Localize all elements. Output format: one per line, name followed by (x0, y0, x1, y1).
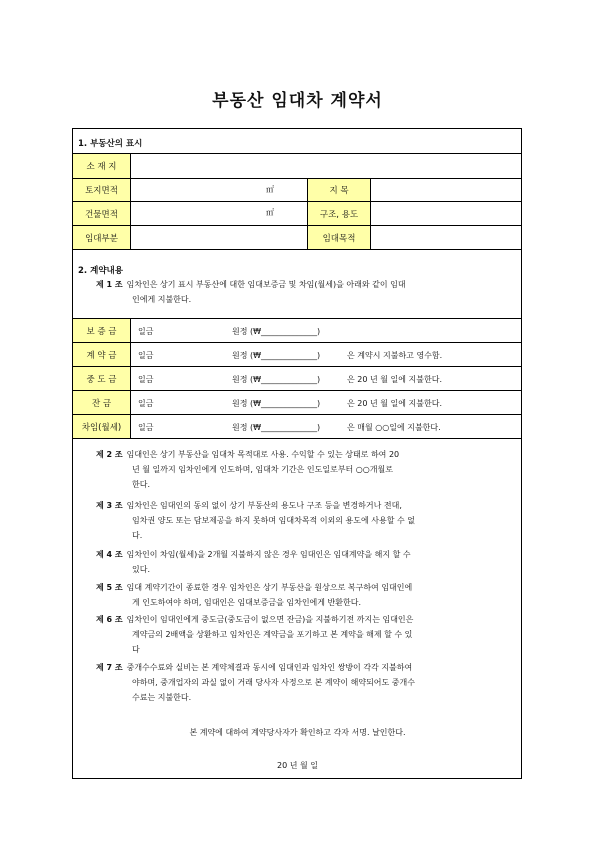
article-line: 수료는 지불한다. (132, 693, 192, 702)
category-label: 지 목 (308, 179, 370, 201)
article-1-number: 제 1 조 (96, 280, 123, 289)
article-line: 게 인도하여야 하며, 임대인은 임대보증금을 임차인에게 반환한다. (132, 598, 361, 607)
payment-label: 차임(월세) (73, 415, 130, 438)
payment-label: 잔 금 (73, 391, 130, 414)
divider (72, 390, 522, 391)
payment-terms: 은 20 년 월 일에 지불한다. (347, 399, 442, 408)
divider (130, 153, 131, 249)
article-line: 계약금의 2배액을 상환하고 임차인은 계약금을 포기하고 본 계약을 해제 할 수 있 (132, 630, 413, 639)
article-line: 임차인은 임대인의 동의 없이 상기 부동산의 용도나 구조 등을 변경하거나 전대, (126, 501, 402, 510)
article-line: 년 월 일까지 임차인에게 인도하며, 임대차 기간은 인도일로부터 ○○개월로 (132, 465, 393, 474)
payment-label: 중 도 금 (73, 367, 130, 390)
divider (72, 438, 522, 439)
amount-prefix: 일금 (138, 375, 154, 384)
payment-terms: 은 20 년 월 일에 지불한다. (347, 375, 442, 384)
article-number: 제 4 조 (96, 550, 123, 559)
article-line: 야하며, 중개업자의 과실 없이 거래 당사자 사정으로 본 계약이 해약되어도 중개수 (132, 678, 415, 687)
divider (72, 414, 522, 415)
article-1-line: 임차인은 상기 표시 부동산에 대한 임대보증금 및 차임(월세)을 아래와 같이 임대 (126, 280, 406, 289)
contract-date: 20 년 월 일 (277, 761, 318, 770)
amount-field: 원정 (₩______________) (232, 399, 321, 408)
article-number: 제 2 조 (96, 450, 123, 459)
amount-field: 원정 (₩______________) (232, 423, 321, 432)
article-5 (96, 580, 518, 610)
building-area-label: 건물면적 (73, 202, 130, 225)
amount-field: 원정 (₩______________) (232, 375, 321, 384)
purpose-label: 임대목적 (308, 226, 370, 249)
article-line: 임대 계약기간이 종료한 경우 임차인은 상기 부동산을 원상으로 복구하여 임대인에 (126, 583, 413, 592)
article-line: 임차인이 임대인에게 중도금(중도금이 없으면 잔금)을 지불하기전 까지는 임대인은 (126, 615, 414, 624)
amount-field: 원정 (₩______________) (232, 351, 321, 360)
article-number: 제 3 조 (96, 501, 123, 510)
payment-label: 보 증 금 (73, 319, 130, 342)
section2-heading: 2. 계약내용 (78, 266, 123, 276)
article-line: 다. (132, 531, 143, 540)
divider (72, 178, 522, 179)
closing-statement: 본 계약에 대하여 계약당사자가 확인하고 각자 서명. 날인한다. (189, 728, 406, 737)
land-area-label: 토지면적 (73, 179, 130, 201)
article-3 (96, 498, 518, 543)
payment-terms: 은 매월 ○○일에 지불한다. (347, 423, 441, 432)
article-1-line: 인에게 지불한다. (132, 295, 192, 304)
divider (130, 318, 131, 438)
amount-prefix: 일금 (138, 423, 154, 432)
location-label: 소 재 지 (73, 154, 130, 178)
amount-prefix: 일금 (138, 399, 154, 408)
article-line: 임대인은 상기 부동산을 임대차 목적대로 사용. 수익할 수 있는 상태로 하여 20 (126, 450, 400, 459)
document-title: 부동산 임대차 계약서 (212, 91, 383, 111)
divider (72, 201, 522, 202)
article-number: 제 6 조 (96, 615, 123, 624)
article-line: 임차권 양도 또는 담보제공을 하지 못하며 임대차목적 이외의 용도에 사용할 수 없 (132, 516, 415, 525)
article-line: 다 (132, 645, 140, 654)
divider (72, 342, 522, 343)
article-1 (96, 277, 518, 307)
article-line: 있다. (132, 565, 150, 574)
amount-field: 원정 (₩______________) (232, 327, 321, 336)
divider (370, 178, 371, 249)
article-6 (96, 612, 518, 657)
divider (72, 249, 522, 250)
amount-prefix: 일금 (138, 351, 154, 360)
article-number: 제 5 조 (96, 583, 123, 592)
article-line: 중개수수료와 실비는 본 계약체결과 동시에 임대인과 임차인 쌍방이 각각 지불하여 (126, 663, 413, 672)
building-unit: ㎡ (266, 208, 274, 217)
divider (72, 225, 522, 226)
article-2 (96, 447, 518, 492)
amount-prefix: 일금 (138, 327, 154, 336)
article-4 (96, 547, 518, 577)
article-line: 한다. (132, 480, 150, 489)
divider (72, 318, 522, 319)
rental-part-label: 임대부분 (73, 226, 130, 249)
article-line: 임차인이 차임(월세)을 2개월 지불하지 않은 경우 임대인은 임대계약을 해지 할 수 (126, 550, 411, 559)
divider (72, 366, 522, 367)
structure-label: 구조, 용도 (308, 202, 370, 225)
section1-heading: 1. 부동산의 표시 (78, 139, 143, 149)
article-7 (96, 660, 518, 705)
article-number: 제 7 조 (96, 663, 123, 672)
payment-terms: 은 계약시 지불하고 영수함. (347, 351, 443, 360)
divider (72, 153, 522, 154)
payment-label: 계 약 금 (73, 343, 130, 366)
land-unit: ㎡ (266, 185, 274, 194)
